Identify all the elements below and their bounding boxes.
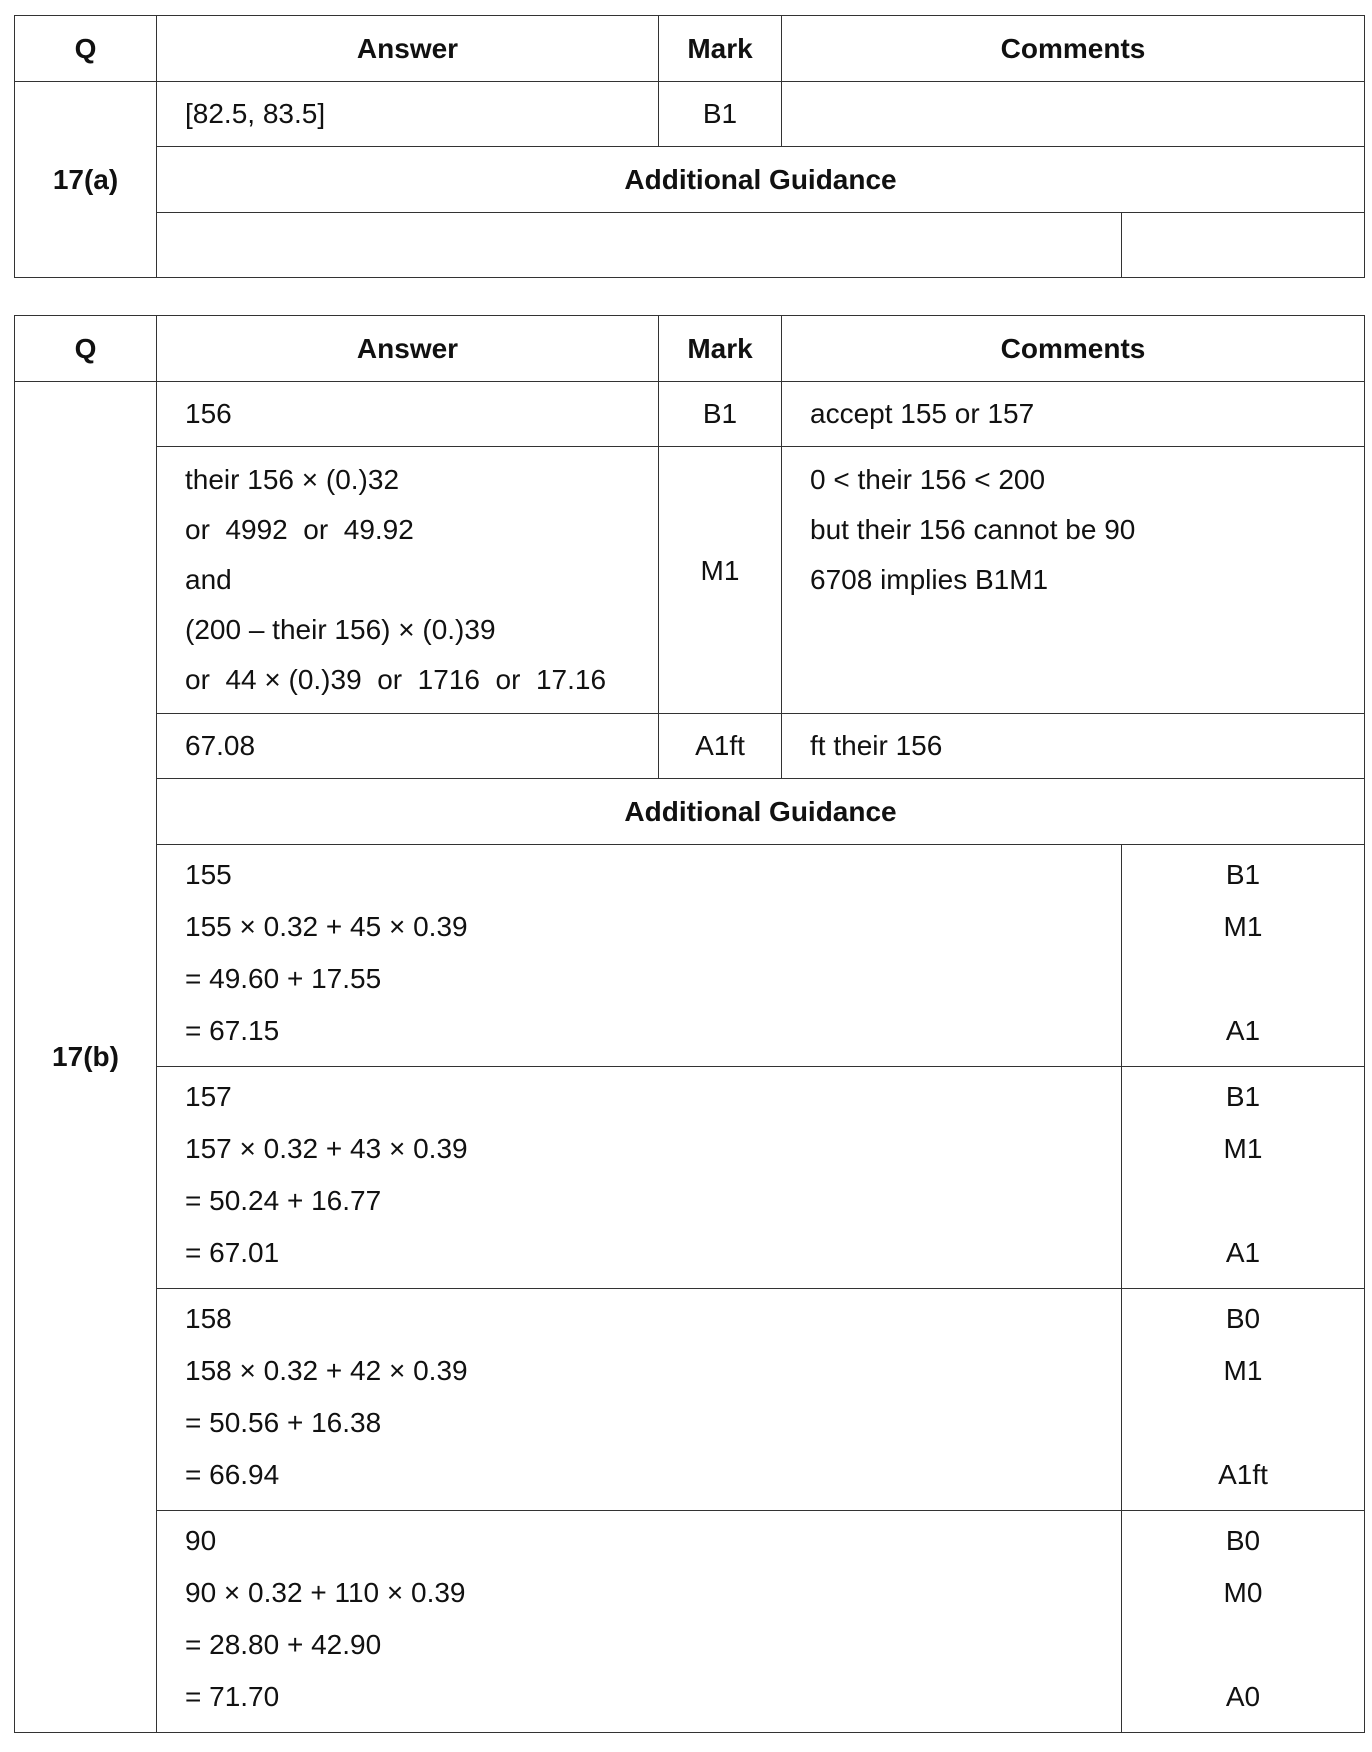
question-number: 17(a) <box>15 82 157 278</box>
working-line: = 71.70 <box>185 1681 280 1712</box>
working-line: = 67.15 <box>185 1015 280 1046</box>
comments-cell <box>782 714 1365 779</box>
guidance-working <box>157 845 1122 1067</box>
answer-cell <box>157 382 659 447</box>
guidance-row <box>15 1067 1365 1289</box>
working-line: 90 <box>185 1525 217 1556</box>
comments-cell <box>782 82 1365 147</box>
guidance-empty-row <box>15 213 1365 278</box>
guidance-title-row <box>15 779 1365 845</box>
mark-header: Mark <box>659 316 782 382</box>
comments-cell <box>782 447 1365 714</box>
mark-cell: B1 <box>659 382 782 447</box>
comment-line: 6708 implies B1M1 <box>810 564 1049 595</box>
comments-header: Comments <box>782 16 1365 82</box>
mark-cell: M1 <box>659 447 782 714</box>
comments-header: Comments <box>782 316 1365 382</box>
comment-line: 0 < their 156 < 200 <box>810 464 1046 495</box>
working-line: 155 <box>185 859 232 890</box>
answer-header: Answer <box>157 316 659 382</box>
mark-cell: A1ft <box>659 714 782 779</box>
working-line: 90 × 0.32 + 110 × 0.39 <box>185 1577 466 1608</box>
guidance-row <box>15 1289 1365 1511</box>
mark-scheme-table-17b <box>14 315 1365 1733</box>
comment-line: accept 155 or 157 <box>810 398 1035 429</box>
guidance-mark: B1 <box>1225 859 1261 890</box>
working-line: 155 × 0.32 + 45 × 0.39 <box>185 911 468 942</box>
working-line: = 67.01 <box>185 1237 280 1268</box>
working-line: 157 × 0.32 + 43 × 0.39 <box>185 1133 468 1164</box>
working-line: = 28.80 + 42.90 <box>185 1629 382 1660</box>
mark-header: Mark <box>659 16 782 82</box>
guidance-empty-left <box>157 213 1122 278</box>
working-line: = 66.94 <box>185 1459 280 1490</box>
answer-row <box>15 82 1365 147</box>
guidance-marks <box>1122 1067 1365 1289</box>
answer-line: (200 – their 156) × (0.)39 <box>185 614 496 645</box>
working-line: 158 × 0.32 + 42 × 0.39 <box>185 1355 468 1386</box>
guidance-working <box>157 1067 1122 1289</box>
guidance-mark <box>1122 1619 1364 1671</box>
answer-line: 156 <box>185 398 232 429</box>
guidance-mark <box>1122 1175 1364 1227</box>
answer-line: their 156 × (0.)32 <box>185 464 400 495</box>
guidance-empty-right <box>1122 213 1365 278</box>
answer-header: Answer <box>157 16 659 82</box>
q-header: Q <box>15 16 157 82</box>
working-line: 157 <box>185 1081 232 1112</box>
answer-row <box>15 382 1365 447</box>
guidance-row <box>15 1511 1365 1733</box>
answer-row <box>15 447 1365 714</box>
guidance-mark <box>1122 1397 1364 1449</box>
guidance-mark: M0 <box>1223 1577 1263 1608</box>
working-line: = 49.60 + 17.55 <box>185 963 382 994</box>
guidance-mark: M1 <box>1223 1133 1263 1164</box>
answer-line: and <box>185 564 232 595</box>
guidance-marks <box>1122 1511 1365 1733</box>
guidance-row <box>15 845 1365 1067</box>
answer-cell <box>157 447 659 714</box>
comments-cell <box>782 382 1365 447</box>
additional-guidance-heading: Additional Guidance <box>157 147 1365 213</box>
guidance-mark: B0 <box>1225 1303 1261 1334</box>
comment-line: but their 156 cannot be 90 <box>810 514 1136 545</box>
working-line: = 50.24 + 16.77 <box>185 1185 382 1216</box>
guidance-marks <box>1122 1289 1365 1511</box>
answer-line: or 44 × (0.)39 or 1716 or 17.16 <box>185 664 607 695</box>
guidance-working <box>157 1511 1122 1733</box>
header-row <box>15 316 1365 382</box>
answer-cell: [82.5, 83.5] <box>157 82 659 147</box>
guidance-mark: A1 <box>1225 1237 1261 1268</box>
question-number: 17(b) <box>15 382 157 1733</box>
guidance-mark <box>1122 953 1364 1005</box>
answer-row <box>15 714 1365 779</box>
additional-guidance-heading: Additional Guidance <box>157 779 1365 845</box>
guidance-mark: A1ft <box>1218 1459 1268 1490</box>
answer-cell <box>157 714 659 779</box>
guidance-mark: M1 <box>1223 1355 1263 1386</box>
comment-line: ft their 156 <box>810 730 943 761</box>
guidance-mark: M1 <box>1223 911 1263 942</box>
mark-scheme-table-17a <box>14 15 1365 278</box>
header-row <box>15 16 1365 82</box>
q-header: Q <box>15 316 157 382</box>
mark-cell: B1 <box>659 82 782 147</box>
answer-line: 67.08 <box>185 730 256 761</box>
working-line: 158 <box>185 1303 232 1334</box>
guidance-working <box>157 1289 1122 1511</box>
guidance-marks <box>1122 845 1365 1067</box>
guidance-title-row <box>15 147 1365 213</box>
guidance-mark: B1 <box>1225 1081 1261 1112</box>
guidance-mark: B0 <box>1225 1525 1261 1556</box>
working-line: = 50.56 + 16.38 <box>185 1407 382 1438</box>
guidance-mark: A1 <box>1225 1015 1261 1046</box>
answer-line: or 4992 or 49.92 <box>185 514 414 545</box>
guidance-mark: A0 <box>1225 1681 1261 1712</box>
